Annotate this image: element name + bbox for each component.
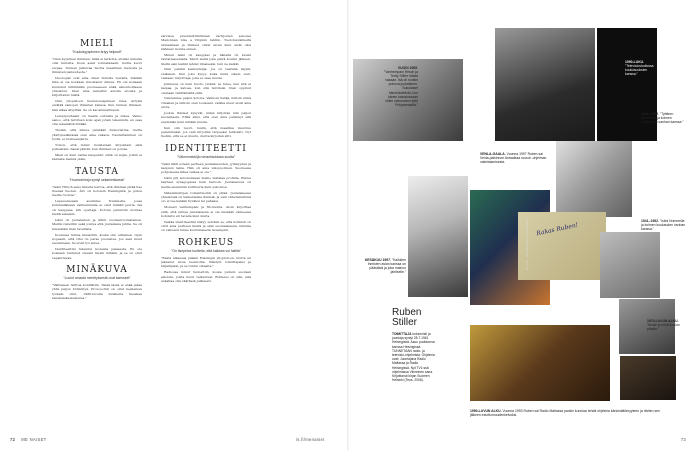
photo-tv-studio	[495, 28, 595, 141]
profile-box	[392, 308, 462, 382]
paragraph: Julkisuus on kuin huono ystävä: se tulee, kun sitä ei kaipaa, ja katoaa, kun sitä tarvitsisi. Olen oppinut olemaan välittämättä siitä.	[161, 81, 251, 95]
paragraph: Olen pelkkä keskustelija. Jos on vaaralla täysiä, vaikenen. Kun joku kysyy, kuka minä oikein olen, vastaan: kirjoittaja, joka ei osaa muuta.	[161, 67, 251, 81]
section-subtitle-identiteetti: "Vähemmistöjä romantisoidaan suotta"	[176, 154, 236, 159]
caption-label: VENLA-GAALA.	[480, 152, 506, 156]
paragraph: Lapsuudessani asuimme Nummella, jossa kummallakaan vanhemmalla ei ollut mitään juuria. Isä oli kauppias, äiti opettaja. Kotona puhuttiin montaa kieltä sekaisin.	[52, 199, 142, 217]
paragraph: Nauramme paljon kotona. Vaimoni tietää, milloin minä vitsailen ja milloin olen tosissani, vaikka muut eivät aina erota.	[161, 96, 251, 110]
section-subtitle-minakuva: "Luulot omasta merkityksestä ovat karisseet"	[63, 276, 131, 281]
section-title-identiteetti: IDENTITEETTI	[165, 143, 247, 154]
folio-right-page-number: 73	[680, 437, 686, 442]
paragraph: "Väitteleen tarttua konfliktiin. Tässä iässä ei enää jaksa yhtä paljon hölmöilyä. Provosointi on ollut keskeinen työkalu ollut, 1980-luvulla huikkeita hauskaa tanssiaiskeskustelua."	[52, 283, 142, 301]
photo-father-with-baby	[556, 141, 632, 217]
profile-label: TOIMITTAJA	[392, 332, 412, 336]
paragraph: "Isäni Hirsch saisi minulle kertoa, että ihminen pitää itse itsensä huolen. Äiti oli kotoisin Helsingistä ja puhui meille ruotsia."	[52, 184, 142, 198]
caption-label: 1990-LUVUN ALKU.	[470, 409, 502, 413]
profile-text	[392, 332, 436, 382]
caption-label: VUODI 1965.	[397, 66, 418, 70]
caption-wedding	[380, 66, 418, 107]
caption-text: "Tyttären Nummella ja kolmen kuukauden vanhan kanssa."	[641, 112, 684, 125]
caption-label: 1941–1962.	[641, 219, 659, 223]
caption-text: "Isäni Nummella ja kolmen kuukauden vanhan kanssa."	[641, 219, 686, 232]
page-number: 72	[10, 437, 16, 442]
caption-label: 1941–1962.	[641, 112, 659, 116]
caption-text: "Televisiostudiossa kuuluisuuksien kanssa."	[625, 64, 654, 77]
paragraph: "Olen kyyninen ihminen, mikä ei tarkoita, etteikö minulla olisi tunteita. Koen asiat voimakkaasti, mutta kuori suojaa. Tunnen jatkuvaa huolta maailman menosta ja ihmisten pahuudesta."	[52, 57, 142, 75]
section-subtitle-mieli: "Kuuluisyyspinnen ärtyy helposti"	[72, 50, 122, 54]
paragraph: Vähemmistöjen romantisointi on pitkä. Juutalaisessa yhteisössä on kaikenlaisia ihmisiä, ja vain vähemmistönä olo ei tee ketään hyväksi tai pahaksi.	[161, 190, 251, 204]
caption-text: Vuonna 1997 Ruben sai Venla-palkinnon Antaatkaa ruusut -ohjelman valmistamisesta.	[480, 152, 547, 165]
photo-credit: KUVA: HELSINGIN SANOMAT	[525, 217, 529, 270]
section-subtitle-tausta: "Huumorintaju syntyi sekamelskasta"	[69, 177, 125, 182]
caption-tv-studio	[625, 60, 661, 76]
paragraph: Isäni oli juutalainen ja äitini suomenruotsalainen. Meillä vietettiin sekä joulua että juutalaisia juhlia. Se oli mielestäni ihan tavallista.	[52, 217, 142, 231]
caption-text: "Vanhempani Hirsch ja Tertty Stiller häistä vasaan. Isä oli ruotsin puhuva juutalainen. Sukulaiset hämmästelivät, kun hänen kainalossaan olikin uskomaton tyttö Pohjanmaalta."	[383, 70, 418, 107]
paragraph: Minun isäni oli kauppias ja hänellä oli kioski rautatieasemalla. Kävin siellä joka päivä koulun jälkeen. Sieltä sain kaikki lehdet ilmaiseksi, luin ne kaikki.	[161, 52, 251, 66]
caption-school	[647, 319, 687, 331]
paragraph: "Isäni lähti sotaan perheen juutalaisuuden, jyrkkyyden ja kaipuun takia. Hän oli aina ulkopuolinen. Suomessa pohjoisessa lähes vaikea ei ole."	[161, 161, 251, 175]
caption-text: "Broidi ja minä koulun pihalla."	[647, 323, 680, 332]
paragraph: Tiedän, että minua pidetään humoristina, mutta yksityiselämässä olen aika vakava. Naurattaminen on työtä, ei luonteenpiirre.	[52, 128, 142, 141]
paragraph: Ideologiat ovat aina olleet minulle vieraita, mikään liike ei ole koskaan innostanut minua. En ole koskaan kuulunut mihinkään puolueeseen enkä uskonnolliseen yhteisöön. Olen aina katsellut asioita sivusta ja kirjoittanut niistä.	[52, 75, 142, 98]
photo-summer-wedding	[408, 176, 468, 297]
section-title-mieli: MIELI	[80, 39, 114, 49]
magazine-name: ME NAISET	[21, 437, 47, 442]
photo-radio-detail	[620, 356, 676, 400]
section-title-rohkeus: ROHKEUS	[177, 237, 235, 248]
paragraph: Vaikka identiteettini näkyy selvästi se, että kotikieli on ollut aina perheen kieltä ja elän suomalaisena, minulla on vahvasti tunne kuulumisesta molempiin.	[161, 219, 251, 233]
paragraph: Olen yliopistoon kuuluisuuspinnen mies, ärtyisä eivätkä samojen ihmisten kanssa. Kun tunnen ihmisen, hän alkaa ärsyttää. Se on kai ammattitauti.	[52, 99, 142, 112]
paragraph: Identiteettini rakentui monesta palasesta. En ole koskaan tuntenut olevani täysin mitään, ja se on ollut vapauttavaa.	[52, 247, 142, 260]
paragraph: "Rasta alkaessa pääsin Helsingin yliopistoon, mutta en jaksanut istua luennoilla. Päädyin toimittajaksi ja kirjailijaksi, ja se tuntui oikealta."	[161, 255, 251, 269]
text-column-2	[161, 34, 251, 419]
caption-label: 1990-LUKU.	[625, 60, 645, 64]
paragraph: Isäni piti autonomiaan melko matalaa profiilia. Emme käyneet synagogassa kuin harvoin. Juutalaisuus oli meille enemmän kulttuuria kuin uskontoa.	[161, 176, 251, 189]
paragraph: Radiossa minut tunnettiin, koska puhuin suoraan asioista, joista muut vaikenivat. Rohkeus on sitä, että uskaltaa olla väärässä julkisesti.	[161, 270, 251, 283]
profile-first-name: Ruben	[392, 307, 422, 318]
paragraph: Joskus ihmiset kysyvät, miksi kirjoitan niin paljon kuolemasta. Ehkä siksi, että olen aina pelännyt sitä enemmän kuin mitään muuta.	[161, 111, 251, 124]
caption-child	[641, 219, 687, 231]
section-subtitle-rohkeus: "On itsepetos kuvitella, että kaikkea voi hallita"	[171, 248, 241, 253]
caption-venla-gala	[480, 152, 550, 164]
paragraph: Koulussa minua kiusattiin, koska olin erilainen. Opin nopeasti, että vitsi on paras puolustus. Jos saat muut nauramaan, he eivät lyö sinua.	[52, 232, 142, 246]
photo-radio-mafia	[470, 325, 610, 401]
profile-body: kolumnisti ja juontaja syntyi 28.7.1961 Helsingissä. Asuu puolisonsa kanssa Helsingissä. TUNNETAAN radio- ja televisio-ohjelmista. Ohjelmia ovat: Juontajana Radio Mafiassa ja Radio Helsingissä. Nyt TV1:ssä ohjelmassa Viimeinen sana. Kirjoittanut kirjan Suomen Helsinki (Teos, 2006).	[392, 332, 435, 383]
section-title-tausta: TAUSTA	[75, 166, 119, 177]
caption-label: KESÄKUU 1997.	[364, 258, 392, 262]
caption-radio-mafia	[470, 409, 670, 417]
caption-label: 1970-LUVUN ALKU.	[647, 319, 679, 323]
profile-last-name: Stiller	[392, 317, 418, 328]
paragraph: Mieli on kuin vanha kaupunki: siinä on kujia, joihin ei kannata mennä yksin.	[52, 152, 142, 162]
paragraph: Toivon, että minut muistetaan kirjoistani eikä puheistani. Sanat jäävät, kun ihminen on poissa.	[52, 142, 142, 152]
paragraph: Kun olin nuori, luulin, että maailma muuttuu paremmaksi, jos vain kirjoitan tarpeeksi terävästi. Nyt tiedän, että se ei muutu, mutta kirjoitan silti.	[161, 125, 251, 139]
caption-summer	[360, 258, 406, 274]
page-gutter	[347, 0, 349, 450]
paragraph: Lempipuuhaani on maata sohvalla ja lukea. Vaimo sanoo, että tarvitsen koko ajan jotain tekemistä, en osaa olla tekemättä mitään.	[52, 113, 142, 127]
paragraph: Monesti vanhempani ja 80-luvulla. Aloin kirjoittaa siitä, että minua juutalaisena ei ole missään vaiheessa kohdeltu eri tavalla kuin muita.	[161, 205, 251, 218]
caption-text: "Kaikkien ihmisten asian kanssa on päästävä ja joka mainoo jäntiselle."	[367, 258, 406, 275]
paragraph: sarvissa presidenttiinlinnan vartijoiden sekossa Madonnan Like a Virginin tahtiin. Tiedotusvälineitä ahmaistaan ja ihmiset olivat aivan kuin eivät olisi nähneet moista ennen.	[161, 34, 251, 52]
folio-url: is.fi/menaiset	[296, 437, 325, 442]
caption-text: Vuonna 1993 Ruben sai Radio Mafiassa pankin kunniaa tehdä ohjelmia kärsimättömyyteen ja riisiten sen jälkeen estottomuudenkelvoksi.	[470, 409, 660, 418]
caption-father-baby	[641, 112, 689, 124]
text-column-1	[52, 34, 142, 419]
folio-left	[10, 437, 47, 442]
photo-child-portrait	[600, 232, 660, 298]
photo-handwritten-note	[518, 212, 606, 280]
handwritten-note-text: Rakas Ruben!	[535, 221, 579, 238]
section-title-minakuva: MINÄKUVA	[66, 265, 128, 276]
